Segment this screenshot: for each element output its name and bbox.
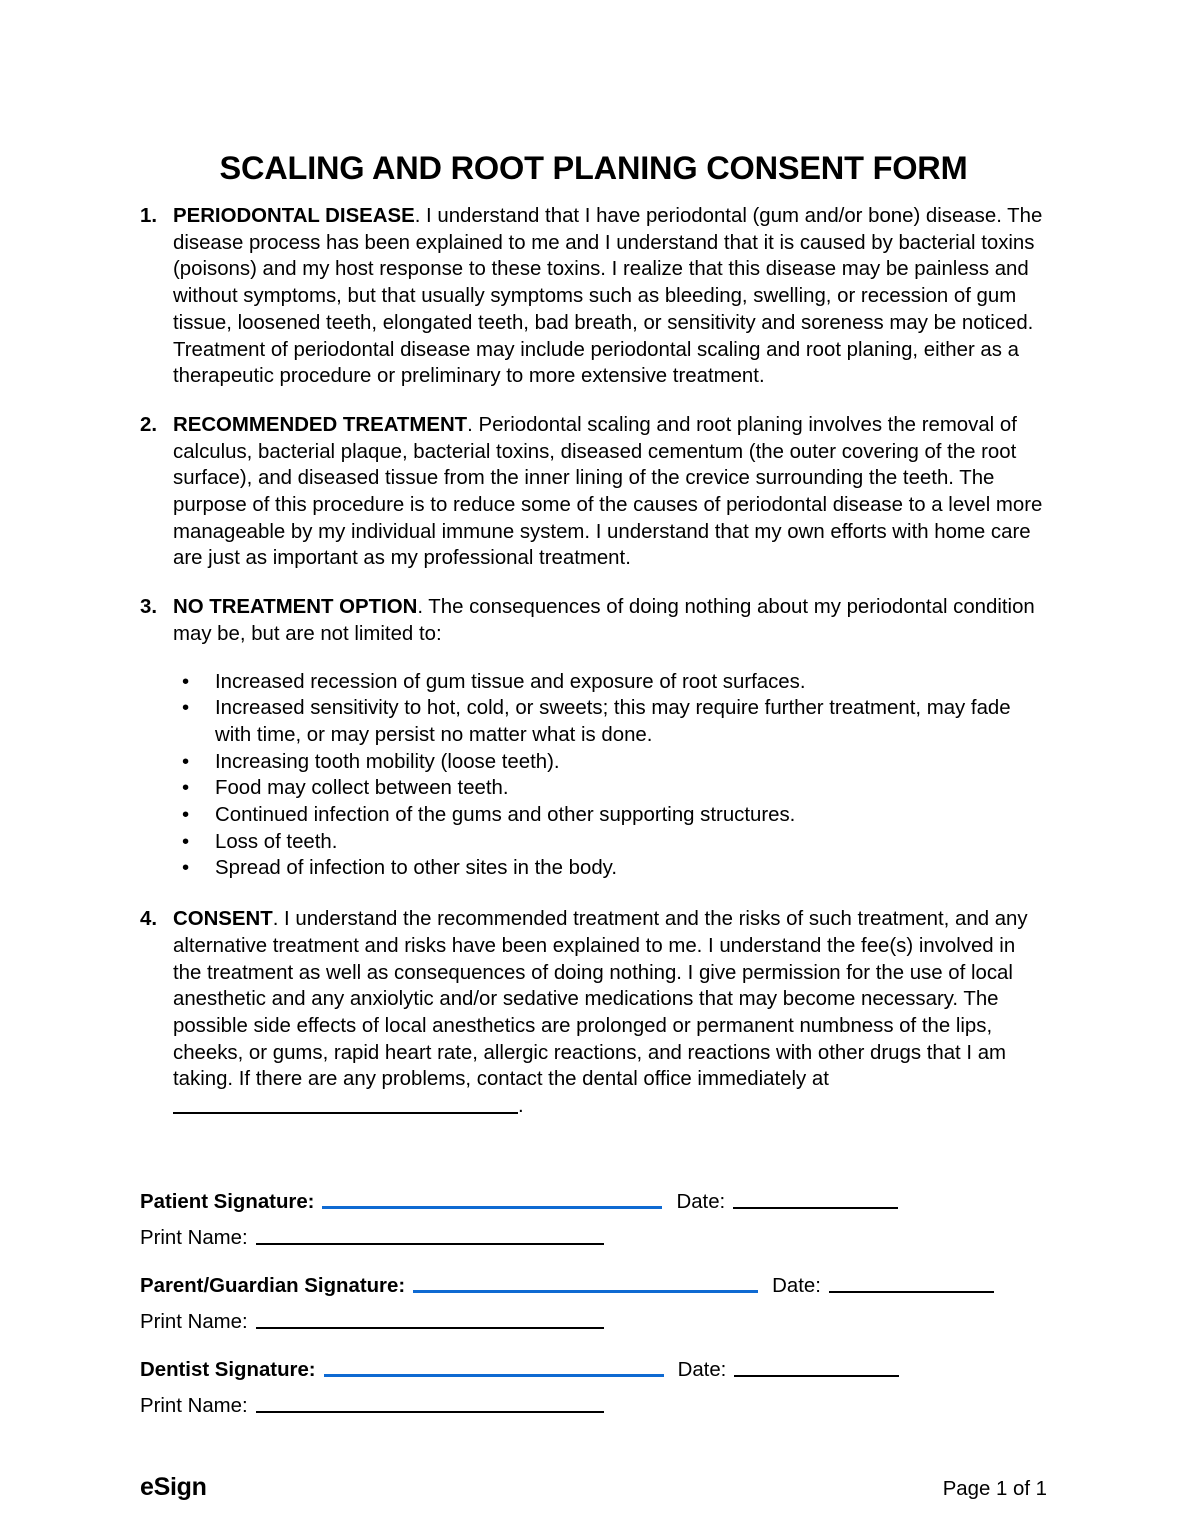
signature-group-patient — [140, 1190, 1070, 1250]
section-lead-1: PERIODONTAL DISEASE — [173, 205, 415, 227]
parent-guardian-signature-label: Parent/Guardian Signature: — [140, 1275, 406, 1297]
page-footer — [140, 1473, 1047, 1502]
dentist-date-field[interactable] — [734, 1375, 899, 1377]
spacer — [140, 882, 1048, 906]
list-item — [182, 669, 1048, 696]
section-body-4-tail: . — [518, 1095, 524, 1118]
list-item-label: Spread of infection to other sites in the body. — [215, 857, 618, 880]
list-item — [182, 695, 1048, 748]
list-item-label: Increasing tooth mobility (loose teeth). — [215, 750, 560, 773]
dental-office-contact-field[interactable] — [173, 1095, 518, 1114]
bullet-icon: • — [182, 804, 190, 827]
section-body-2: . Periodontal scaling and root planing involves the removal of calculus, bacterial plaque, bacterial toxins, diseased cementum (the outer covering of the root surface), and diseased tissue from the inner lining of the crevice surrounding the teeth. The purpose of this procedure is to reduce some of the causes of periodontal disease to a level more manageable by my individual immune system. I understand that my own efforts with home care are just as important as my professional treatment. — [173, 413, 1043, 570]
section-item-2 — [140, 412, 1048, 572]
parent-guardian-print-name-label: Print Name: — [140, 1311, 248, 1333]
list-item-label: Increased recession of gum tissue and exposure of root surfaces. — [215, 670, 806, 693]
parent-guardian-date-field[interactable] — [829, 1291, 994, 1293]
dentist-print-name-label: Print Name: — [140, 1395, 248, 1417]
list-item — [182, 749, 1048, 776]
parent-guardian-signature-field[interactable] — [413, 1290, 758, 1293]
patient-date-label: Date: — [676, 1191, 726, 1213]
bullet-icon: • — [182, 857, 190, 880]
list-item — [182, 855, 1048, 882]
dentist-date-label: Date: — [677, 1359, 727, 1381]
list-item — [182, 829, 1048, 856]
dentist-signature-field[interactable] — [324, 1374, 664, 1377]
dentist-signature-row — [140, 1358, 1070, 1382]
patient-print-name-label: Print Name: — [140, 1227, 248, 1249]
signature-group-parent-guardian — [140, 1274, 1070, 1334]
bullet-icon: • — [182, 697, 190, 720]
list-item-label: Food may collect between teeth. — [215, 777, 509, 800]
consequences-list — [140, 669, 1048, 883]
section-item-1 — [140, 203, 1048, 390]
section-lead-4: CONSENT — [173, 908, 273, 931]
signature-block — [140, 1190, 1070, 1418]
patient-signature-row — [140, 1190, 1070, 1214]
list-item — [182, 802, 1048, 829]
patient-signature-label: Patient Signature: — [140, 1191, 315, 1213]
section-number-2: 2. — [140, 413, 158, 436]
section-body-1: . I understand that I have periodontal (gum and/or bone) disease. The disease process has been explained to me and I understand that it is caused by bacterial toxins (poisons) and my host response to these toxins. I realize that this disease may be painless and without symptoms, but that usually symptoms such as bleeding, swelling, or recession of gum tissue, loosened teeth, elongated teeth, bad breath, or sensitivity and soreness may be noticed. Treatment of periodontal disease may include periodontal scaling and root planing, either as a therapeutic procedure or preliminary to more extensive treatment. — [173, 205, 1043, 388]
parent-guardian-signature-row — [140, 1274, 1070, 1298]
bullet-icon: • — [182, 670, 190, 693]
bullet-icon: • — [182, 830, 190, 853]
list-item-label: Increased sensitivity to hot, cold, or sweets; this may require further treatment, may fade with time, or may persist no matter what is done. — [215, 697, 1011, 746]
section-item-3 — [140, 594, 1048, 647]
parent-guardian-print-name-row — [140, 1310, 1070, 1334]
list-item-label: Continued infection of the gums and other supporting structures. — [215, 804, 796, 827]
section-number-3: 3. — [140, 596, 158, 619]
bullet-icon: • — [182, 777, 190, 800]
section-body-3: . The consequences of doing nothing about my periodontal condition may be, but are not limited to: — [173, 596, 1035, 645]
page-title: SCALING AND ROOT PLANING CONSENT FORM — [219, 149, 968, 186]
list-item-label: Loss of teeth. — [215, 830, 338, 853]
dentist-print-name-field[interactable] — [256, 1411, 604, 1413]
patient-print-name-field[interactable] — [256, 1243, 604, 1245]
esign-logo: eSign — [140, 1473, 207, 1501]
section-body-4: . I understand the recommended treatment and the risks of such treatment, and any alternative treatment and risks have been explained to me. I understand the fee(s) involved in the treatment as well as consequences of doing nothing. I give permission for the use of local anesthetic and any anxiolytic and/or sedative medications that may become necessary. The possible side effects of local anesthetics are prolonged or permanent numbness of the lips, cheeks, or gums, rapid heart rate, allergic reactions, and reactions with other drugs that I am taking. If there are any problems, contact the dental office immediately at — [173, 908, 1028, 1091]
patient-signature-field[interactable] — [322, 1206, 662, 1209]
patient-print-name-row — [140, 1226, 1070, 1250]
section-lead-2: RECOMMENDED TREATMENT — [173, 413, 468, 436]
page-number: Page 1 of 1 — [942, 1478, 1047, 1500]
bullet-icon: • — [182, 750, 190, 773]
patient-date-field[interactable] — [733, 1207, 898, 1209]
section-item-4 — [140, 906, 1048, 1120]
list-item — [182, 775, 1048, 802]
section-lead-3: NO TREATMENT OPTION — [173, 596, 418, 619]
dentist-print-name-row — [140, 1394, 1070, 1418]
parent-guardian-date-label: Date: — [772, 1275, 821, 1297]
parent-guardian-print-name-field[interactable] — [256, 1327, 604, 1329]
section-number-4: 4. — [140, 908, 158, 931]
dentist-signature-label: Dentist Signature: — [140, 1359, 316, 1381]
section-number-1: 1. — [140, 205, 158, 227]
document-body — [140, 203, 1048, 1120]
signature-group-dentist — [140, 1358, 1070, 1418]
